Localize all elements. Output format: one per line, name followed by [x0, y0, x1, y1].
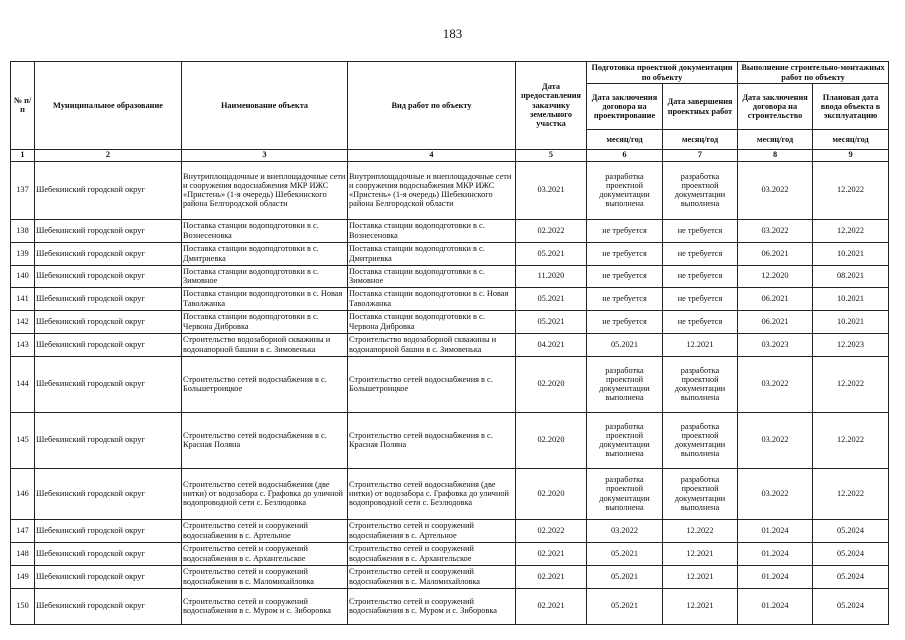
row-object: Строительство сетей водоснабжения в с. Красная Поляна	[182, 412, 348, 468]
row-design-done: 12.2022	[663, 519, 738, 542]
row-constr-contract: 01.2024	[738, 519, 813, 542]
row-object: Поставка станции водоподготовки в с. Червона Дибровка	[182, 310, 348, 333]
row-commission: 12.2022	[813, 219, 889, 242]
row-number: 147	[11, 519, 35, 542]
table-row	[11, 519, 889, 542]
row-works: Строительство сетей водоснабжения (две нитки) от водозабора с. Графовка до уличной водопроводной сети с. Безлюдовка	[348, 468, 516, 519]
row-constr-contract: 06.2021	[738, 287, 813, 310]
row-commission: 05.2024	[813, 588, 889, 624]
row-design-contract: разработка проектной документации выполнена	[587, 356, 663, 412]
row-constr-contract: 03.2022	[738, 219, 813, 242]
row-date-provision: 05.2021	[516, 242, 587, 265]
header-object: Наименование объекта	[182, 62, 348, 150]
row-commission: 08.2021	[813, 265, 889, 287]
row-municipality: Шебекинский городской округ	[35, 468, 182, 519]
row-municipality: Шебекинский городской округ	[35, 519, 182, 542]
row-date-provision: 02.2022	[516, 519, 587, 542]
row-date-provision: 02.2021	[516, 588, 587, 624]
row-number: 140	[11, 265, 35, 287]
column-index: 8	[738, 149, 813, 161]
row-date-provision: 02.2020	[516, 356, 587, 412]
row-constr-contract: 12.2020	[738, 265, 813, 287]
header-unit: месяц/год	[587, 130, 663, 150]
row-design-done: разработка проектной документации выполнена	[663, 468, 738, 519]
row-design-contract: не требуется	[587, 310, 663, 333]
header-municipality: Муниципальное образование	[35, 62, 182, 150]
row-municipality: Шебекинский городской округ	[35, 542, 182, 565]
column-index: 7	[663, 149, 738, 161]
row-constr-contract: 03.2022	[738, 161, 813, 219]
table-row	[11, 287, 889, 310]
row-number: 149	[11, 565, 35, 588]
row-works: Внутриплощадочные и внеплощадочные сети и сооружения водоснабжения МКР ИЖС «Пристень» (1-я очередь) Шебекинского района Белгородской области	[348, 161, 516, 219]
row-design-contract: 05.2021	[587, 542, 663, 565]
row-design-contract: разработка проектной документации выполнена	[587, 161, 663, 219]
row-date-provision: 11.2020	[516, 265, 587, 287]
row-design-done: 12.2021	[663, 565, 738, 588]
row-object: Строительство сетей и сооружений водоснабжения в с. Архангельское	[182, 542, 348, 565]
row-design-contract: 05.2021	[587, 333, 663, 356]
column-index: 5	[516, 149, 587, 161]
header-works: Вид работ по объекту	[348, 62, 516, 150]
table-row	[11, 468, 889, 519]
row-constr-contract: 03.2023	[738, 333, 813, 356]
row-date-provision: 02.2020	[516, 468, 587, 519]
column-index: 4	[348, 149, 516, 161]
row-design-contract: 03.2022	[587, 519, 663, 542]
row-object: Строительство сетей и сооружений водоснабжения в с. Маломихайловка	[182, 565, 348, 588]
row-constr-contract: 03.2022	[738, 356, 813, 412]
row-design-done: не требуется	[663, 287, 738, 310]
row-constr-contract: 03.2022	[738, 468, 813, 519]
header-design-contract: Дата заключения договора на проектирование	[587, 84, 663, 130]
row-constr-contract: 01.2024	[738, 588, 813, 624]
row-number: 143	[11, 333, 35, 356]
row-date-provision: 02.2021	[516, 542, 587, 565]
table-row	[11, 588, 889, 624]
row-design-contract: не требуется	[587, 287, 663, 310]
row-number: 146	[11, 468, 35, 519]
row-municipality: Шебекинский городской округ	[35, 588, 182, 624]
header-constr-contract: Дата заключения договора на строительство	[738, 84, 813, 130]
table-body	[11, 161, 889, 624]
row-commission: 12.2023	[813, 333, 889, 356]
row-works: Строительство сетей и сооружений водоснабжения в с. Муром и с. Зиборовка	[348, 588, 516, 624]
row-commission: 10.2021	[813, 287, 889, 310]
row-design-done: 12.2021	[663, 333, 738, 356]
row-works: Строительство сетей и сооружений водоснабжения в с. Архангельское	[348, 542, 516, 565]
page-number: 183	[442, 26, 463, 41]
column-index: 6	[587, 149, 663, 161]
row-number: 150	[11, 588, 35, 624]
row-number: 148	[11, 542, 35, 565]
row-object: Поставка станции водоподготовки в с. Новая Таволжанка	[182, 287, 348, 310]
row-date-provision: 05.2021	[516, 287, 587, 310]
table-row	[11, 242, 889, 265]
header-design-done: Дата завершения проектных работ	[663, 84, 738, 130]
header-date-provision: Дата предоставления заказчику земельного участка	[516, 62, 587, 150]
row-municipality: Шебекинский городской округ	[35, 356, 182, 412]
row-number: 144	[11, 356, 35, 412]
column-index: 2	[35, 149, 182, 161]
row-municipality: Шебекинский городской округ	[35, 310, 182, 333]
row-design-done: не требуется	[663, 219, 738, 242]
row-object: Внутриплощадочные и внеплощадочные сети и сооружения водоснабжения МКР ИЖС «Пристень» (1-я очередь) Шебекинского района Белгородской области	[182, 161, 348, 219]
row-commission: 12.2022	[813, 356, 889, 412]
row-municipality: Шебекинский городской округ	[35, 265, 182, 287]
row-commission: 12.2022	[813, 161, 889, 219]
row-design-contract: не требуется	[587, 242, 663, 265]
column-index: 3	[182, 149, 348, 161]
row-object: Строительство сетей водоснабжения (две нитки) от водозабора с. Графовка до уличной водопроводной сети с. Безлюдовка	[182, 468, 348, 519]
row-object: Строительство сетей водоснабжения в с. Большетроицкое	[182, 356, 348, 412]
row-object: Строительство водозаборной скважины и водонапорной башни в с. Зимовенька	[182, 333, 348, 356]
table-row	[11, 542, 889, 565]
row-commission: 05.2024	[813, 565, 889, 588]
table-row	[11, 412, 889, 468]
row-number: 145	[11, 412, 35, 468]
row-municipality: Шебекинский городской округ	[35, 412, 182, 468]
row-design-done: не требуется	[663, 265, 738, 287]
row-constr-contract: 06.2021	[738, 242, 813, 265]
row-commission: 10.2021	[813, 310, 889, 333]
row-object: Строительство сетей и сооружений водоснабжения в с. Муром и с. Зиборовка	[182, 588, 348, 624]
row-object: Поставка станции водоподготовки в с. Зимовное	[182, 265, 348, 287]
row-design-done: разработка проектной документации выполнена	[663, 161, 738, 219]
row-works: Поставка станции водоподготовки в с. Вознесеновка	[348, 219, 516, 242]
row-commission: 05.2024	[813, 519, 889, 542]
row-number: 137	[11, 161, 35, 219]
table-header	[11, 62, 889, 162]
row-design-contract: разработка проектной документации выполнена	[587, 468, 663, 519]
header-unit: месяц/год	[813, 130, 889, 150]
row-number: 142	[11, 310, 35, 333]
table-row	[11, 333, 889, 356]
header-unit: месяц/год	[663, 130, 738, 150]
header-commission: Плановая дата ввода объекта в эксплуатацию	[813, 84, 889, 130]
row-design-done: 12.2021	[663, 588, 738, 624]
row-design-contract: 05.2021	[587, 565, 663, 588]
row-municipality: Шебекинский городской округ	[35, 287, 182, 310]
row-commission: 12.2022	[813, 468, 889, 519]
row-works: Поставка станции водоподготовки в с. Дмитриевка	[348, 242, 516, 265]
row-object: Поставка станции водоподготовки в с. Дмитриевка	[182, 242, 348, 265]
row-design-done: не требуется	[663, 242, 738, 265]
objects-table	[10, 61, 889, 625]
row-date-provision: 02.2020	[516, 412, 587, 468]
row-works: Строительство сетей водоснабжения в с. Большетроицкое	[348, 356, 516, 412]
row-works: Поставка станции водоподготовки в с. Червона Дибровка	[348, 310, 516, 333]
header-num: № п/п	[11, 62, 35, 150]
row-constr-contract: 01.2024	[738, 542, 813, 565]
row-design-done: разработка проектной документации выполнена	[663, 356, 738, 412]
row-municipality: Шебекинский городской округ	[35, 333, 182, 356]
row-number: 141	[11, 287, 35, 310]
row-date-provision: 03.2021	[516, 161, 587, 219]
row-design-done: не требуется	[663, 310, 738, 333]
row-design-contract: не требуется	[587, 265, 663, 287]
row-date-provision: 04.2021	[516, 333, 587, 356]
row-municipality: Шебекинский городской округ	[35, 161, 182, 219]
row-object: Строительство сетей и сооружений водоснабжения в с. Артельное	[182, 519, 348, 542]
header-group-construction: Выполнение строительно-монтажных работ по объекту	[738, 62, 889, 84]
row-design-contract: 05.2021	[587, 588, 663, 624]
row-works: Строительство водозаборной скважины и водонапорной башни в с. Зимовенька	[348, 333, 516, 356]
row-design-contract: разработка проектной документации выполнена	[587, 412, 663, 468]
row-object: Поставка станции водоподготовки в с. Вознесеновка	[182, 219, 348, 242]
table-row	[11, 356, 889, 412]
row-commission: 05.2024	[813, 542, 889, 565]
row-design-done: 12.2021	[663, 542, 738, 565]
row-commission: 12.2022	[813, 412, 889, 468]
table-row	[11, 161, 889, 219]
column-index-row	[11, 149, 889, 161]
row-date-provision: 02.2022	[516, 219, 587, 242]
table-row	[11, 565, 889, 588]
row-municipality: Шебекинский городской округ	[35, 242, 182, 265]
header-unit: месяц/год	[738, 130, 813, 150]
header-group-design: Подготовка проектной документации по объекту	[587, 62, 738, 84]
row-date-provision: 02.2021	[516, 565, 587, 588]
row-works: Поставка станции водоподготовки в с. Новая Таволжанка	[348, 287, 516, 310]
table-row	[11, 265, 889, 287]
row-date-provision: 05.2021	[516, 310, 587, 333]
row-works: Строительство сетей водоснабжения в с. Красная Поляна	[348, 412, 516, 468]
row-works: Строительство сетей и сооружений водоснабжения в с. Маломихайловка	[348, 565, 516, 588]
row-municipality: Шебекинский городской округ	[35, 565, 182, 588]
row-works: Поставка станции водоподготовки в с. Зимовное	[348, 265, 516, 287]
row-municipality: Шебекинский городской округ	[35, 219, 182, 242]
row-constr-contract: 01.2024	[738, 565, 813, 588]
row-number: 138	[11, 219, 35, 242]
row-works: Строительство сетей и сооружений водоснабжения в с. Артельное	[348, 519, 516, 542]
row-commission: 10.2021	[813, 242, 889, 265]
table-row	[11, 310, 889, 333]
column-index: 1	[11, 149, 35, 161]
row-constr-contract: 06.2021	[738, 310, 813, 333]
column-index: 9	[813, 149, 889, 161]
row-design-done: разработка проектной документации выполнена	[663, 412, 738, 468]
row-design-contract: не требуется	[587, 219, 663, 242]
table-row	[11, 219, 889, 242]
row-number: 139	[11, 242, 35, 265]
row-constr-contract: 03.2022	[738, 412, 813, 468]
